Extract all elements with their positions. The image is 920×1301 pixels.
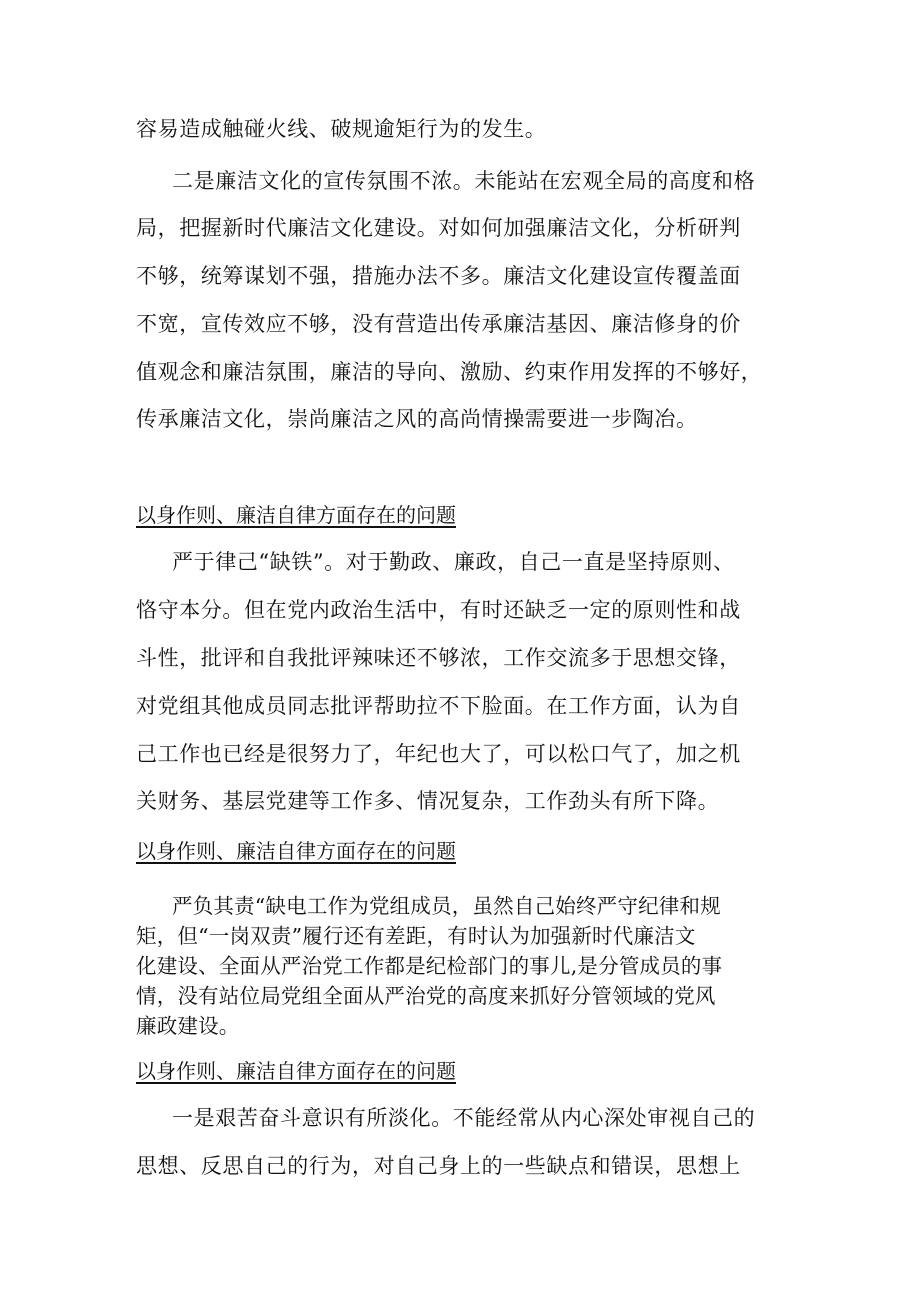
paragraph-line: 传承廉洁文化，崇尚廉洁之风的高尚情操需要进一步陶冶。 xyxy=(136,407,698,431)
paragraph-line: 矩，但“一岗双责”履行还有差距，有时认为加强新时代廉洁文 xyxy=(136,924,696,948)
section-heading: 以身作则、廉洁自律方面存在的问题 xyxy=(136,1059,456,1083)
paragraph-line: 关财务、基层党建等工作多、情况复杂，工作劲头有所下降。 xyxy=(136,789,720,813)
paragraph-line: 不够，统筹谋划不强，措施办法不多。廉洁文化建设宣传覆盖面 xyxy=(136,264,741,288)
paragraph-line: 二是廉洁文化的宣传氛围不浓。未能站在宏观全局的高度和格 xyxy=(172,169,756,193)
paragraph-line: 局，把握新时代廉洁文化建设。对如何加强廉洁文化，分析研判 xyxy=(136,216,741,240)
paragraph-line: 容易造成触碰火线、破规逾矩行为的发生。 xyxy=(136,117,547,141)
paragraph-line: 一是艰苦奋斗意识有所淡化。不能经常从内心深处审视自己的 xyxy=(172,1106,756,1130)
paragraph-line: 化建设、全面从严治党工作都是纪检部门的事儿,是分管成员的事 xyxy=(136,954,723,978)
paragraph-line: 己工作也已经是很努力了，年纪也大了，可以松口气了，加之机 xyxy=(136,742,741,766)
paragraph-line: 情，没有站位局党组全面从严治党的高度来抓好分管领域的党风 xyxy=(136,984,716,1008)
paragraph-line: 严于律己“缺铁”。对于勤政、廉政，自己一直是坚持原则、 xyxy=(172,550,735,574)
paragraph-line: 廉政建设。 xyxy=(136,1014,240,1038)
paragraph-line: 思想、反思自己的行为，对自己身上的一些缺点和错误，思想上 xyxy=(136,1154,741,1178)
paragraph-line: 斗性，批评和自我批评辣味还不够浓，工作交流多于思想交锋， xyxy=(136,646,741,670)
paragraph-line: 值观念和廉洁氛围，廉洁的导向、激励、约束作用发挥的不够好， xyxy=(136,360,763,384)
paragraph-line: 对党组其他成员同志批评帮助拉不下脸面。在工作方面，认为自 xyxy=(136,694,741,718)
paragraph-line: 恪守本分。但在党内政治生活中，有时还缺乏一定的原则性和战 xyxy=(136,598,741,622)
section-heading: 以身作则、廉洁自律方面存在的问题 xyxy=(136,839,456,863)
section-heading: 以身作则、廉洁自律方面存在的问题 xyxy=(136,503,456,527)
paragraph-line: 严负其责“缺电工作为党组成员，虽然自己始终严守纪律和规 xyxy=(172,894,721,918)
paragraph-line: 不宽，宣传效应不够，没有营造出传承廉洁基因、廉洁修身的价 xyxy=(136,312,741,336)
